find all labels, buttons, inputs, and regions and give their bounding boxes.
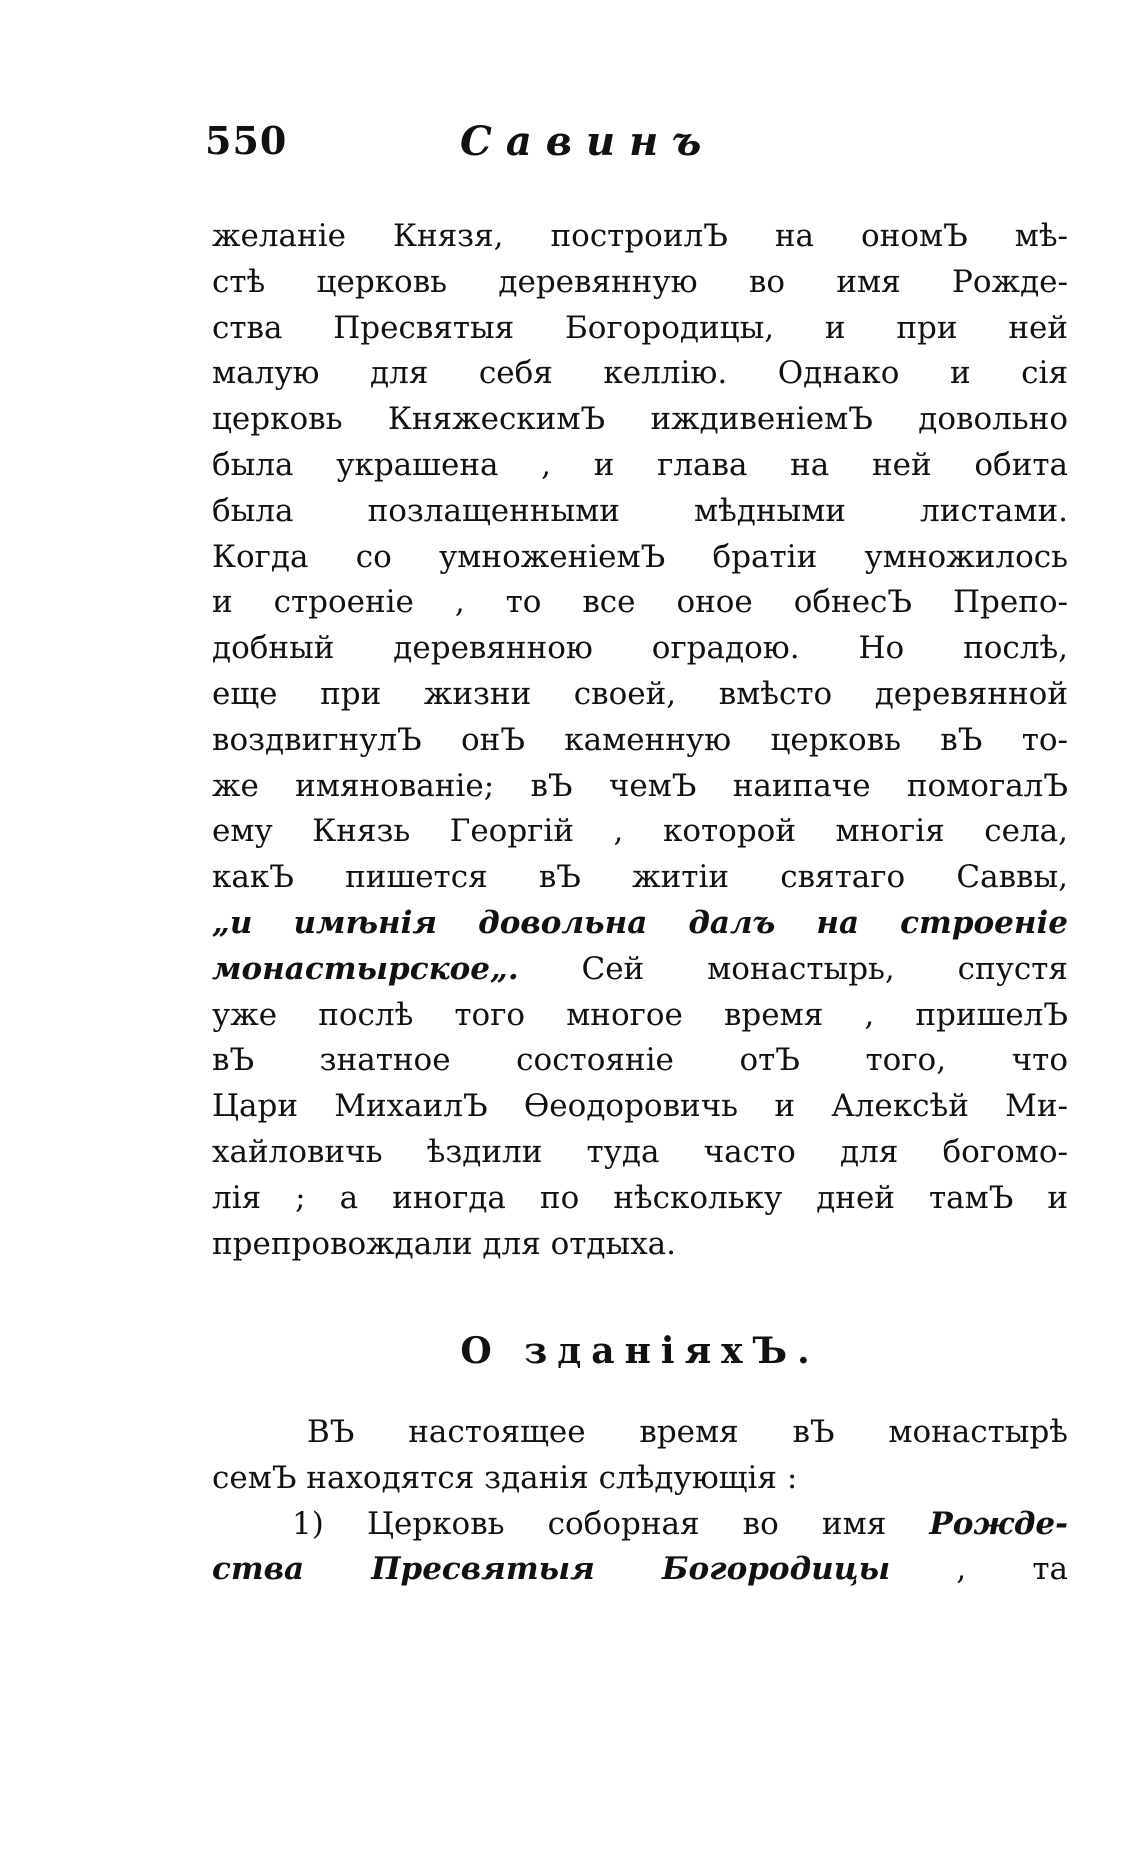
list-item-emphasis: Рожде-	[929, 1505, 1068, 1542]
text-line: еще при жизни своей, вмѣсто деревянной	[212, 675, 1068, 712]
text-line: препровождали для отдыха.	[212, 1225, 677, 1262]
text-line: же имянованіе; вЪ чемЪ наипаче помогалЪ	[212, 767, 1068, 804]
page-header	[205, 118, 1075, 178]
text-line: желаніе Князя, построилЪ на ономЪ мѣ-	[212, 218, 1068, 254]
list-item-text: 1) Церковь соборная во имя	[292, 1505, 930, 1542]
list-item-continuation: , та	[890, 1551, 1068, 1588]
text-line: какЪ пишется вЪ житіи святаго Саввы,	[212, 859, 1068, 896]
section-paragraph	[212, 1410, 1068, 1593]
text-line: ства Пресвятыя Богородицы, и при ней	[212, 309, 1068, 346]
quote-continuation: Сей монастырь, спустя	[518, 950, 1068, 987]
text-line: малую для себя келлію. Однако и сія	[212, 355, 1068, 392]
text-line: Когда со умноженіемЪ братіи умножилось	[212, 538, 1068, 575]
list-item-line	[212, 1502, 1068, 1548]
text-line: стѣ церковь деревянную во имя Рожде-	[212, 263, 1068, 300]
main-paragraph	[212, 214, 1068, 1267]
text-line: церковь КняжескимЪ иждивеніемЪ довольно	[212, 401, 1068, 438]
text-line: была украшена , и глава на ней обита	[212, 446, 1068, 483]
quote-line-mixed	[212, 947, 1068, 993]
section-heading: О зданіяхЪ.	[460, 1330, 820, 1372]
running-title: Савинъ	[460, 118, 716, 165]
text-line: и строеніе , то все оное обнесЪ Препо-	[212, 584, 1068, 621]
text-line: ему Князь Георгій , которой многія села,	[212, 813, 1068, 850]
text-line: воздвигнулЪ онЪ каменную церковь вЪ то-	[212, 721, 1068, 758]
text-line: семЪ находятся зданія слѣдующія :	[212, 1459, 798, 1496]
text-line: была позлащенными мѣдными листами.	[212, 492, 1068, 529]
text-line: добный деревянною оградою. Но послѣ,	[212, 630, 1068, 667]
quote-line: „и имѣнія довольна далъ на строеніе	[212, 904, 1068, 941]
page-number: 550	[205, 118, 288, 163]
text-line: лія ; а иногда по нѣскольку дней тамЪ и	[212, 1179, 1068, 1216]
text-line: хайловичь ѣздили туда часто для богомо-	[212, 1133, 1068, 1170]
list-item-line	[212, 1547, 1068, 1593]
text-line: ВЪ настоящее время вЪ монастырѣ	[307, 1414, 1068, 1450]
text-line: уже послѣ того многое время , пришелЪ	[212, 996, 1068, 1033]
list-item-emphasis: ства Пресвятыя Богородицы	[212, 1551, 891, 1588]
text-line: вЪ знатное состояніе отЪ того, что	[212, 1042, 1068, 1079]
quote-emphasis: монастырское„.	[212, 950, 519, 987]
text-line: Цари МихаилЪ Ѳеодоровичь и Алексѣй Ми-	[212, 1088, 1068, 1125]
